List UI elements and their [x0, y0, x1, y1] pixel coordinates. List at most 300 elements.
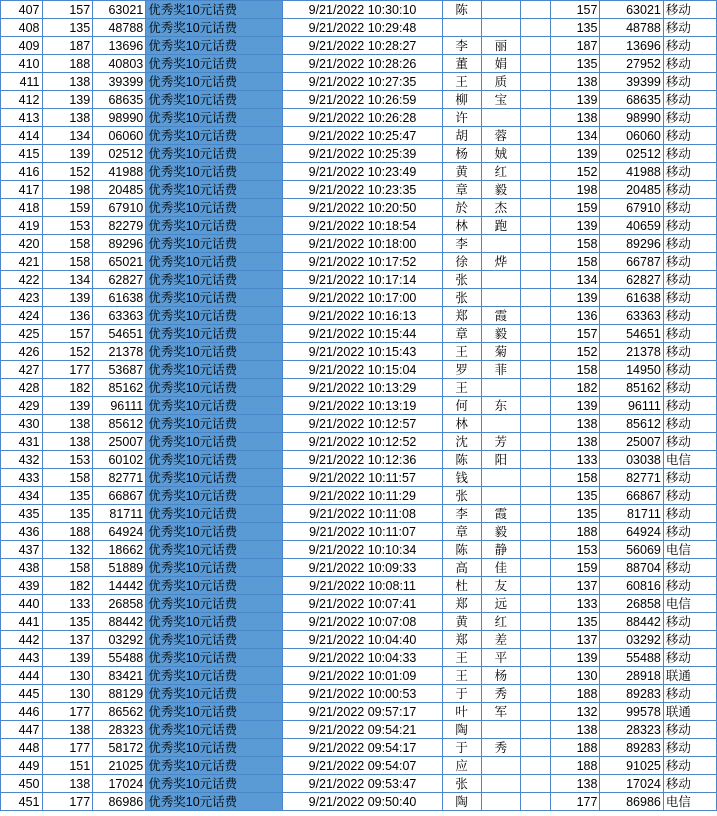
carrier-cell[interactable]: 移动 [663, 343, 716, 361]
givenname-cell[interactable]: 东 [481, 397, 520, 415]
timestamp-cell[interactable]: 9/21/2022 09:50:40 [283, 793, 442, 811]
table-row[interactable] [1, 217, 717, 235]
suffix-cell-2[interactable]: 99578 [600, 703, 663, 721]
prefix-cell[interactable]: 135 [42, 19, 93, 37]
table-row[interactable] [1, 595, 717, 613]
suffix-cell-2[interactable]: 62827 [600, 271, 663, 289]
surname-cell[interactable]: 叶 [442, 703, 481, 721]
prefix-cell[interactable]: 138 [42, 109, 93, 127]
suffix-cell-2[interactable]: 03038 [600, 451, 663, 469]
prefix-cell[interactable]: 158 [42, 253, 93, 271]
carrier-cell[interactable]: 移动 [663, 559, 716, 577]
prefix-cell-2[interactable]: 139 [550, 145, 600, 163]
row-header-cell[interactable]: 407 [1, 1, 43, 19]
timestamp-cell[interactable]: 9/21/2022 10:11:07 [283, 523, 442, 541]
prize-cell[interactable]: 优秀奖10元话费 [146, 595, 283, 613]
table-row[interactable] [1, 361, 717, 379]
table-row[interactable] [1, 37, 717, 55]
givenname-cell[interactable]: 跑 [481, 217, 520, 235]
timestamp-cell[interactable]: 9/21/2022 10:18:00 [283, 235, 442, 253]
suffix-cell[interactable]: 64924 [93, 523, 146, 541]
prize-cell[interactable]: 优秀奖10元话费 [146, 55, 283, 73]
prize-cell[interactable]: 优秀奖10元话费 [146, 631, 283, 649]
prefix-cell[interactable]: 187 [42, 37, 93, 55]
carrier-cell[interactable]: 电信 [663, 451, 716, 469]
timestamp-cell[interactable]: 9/21/2022 10:13:19 [283, 397, 442, 415]
prefix-cell[interactable]: 177 [42, 703, 93, 721]
givenname-cell[interactable]: 毅 [481, 181, 520, 199]
prefix-cell[interactable]: 177 [42, 793, 93, 811]
carrier-cell[interactable]: 移动 [663, 505, 716, 523]
surname-cell[interactable]: 王 [442, 73, 481, 91]
table-row[interactable] [1, 127, 717, 145]
prize-cell[interactable]: 优秀奖10元话费 [146, 361, 283, 379]
row-header-cell[interactable]: 433 [1, 469, 43, 487]
givenname-cell[interactable]: 军 [481, 703, 520, 721]
table-row[interactable] [1, 541, 717, 559]
suffix-cell-2[interactable]: 56069 [600, 541, 663, 559]
carrier-cell[interactable]: 移动 [663, 469, 716, 487]
givenname-cell[interactable]: 霞 [481, 505, 520, 523]
prefix-cell-2[interactable]: 138 [550, 109, 600, 127]
prefix-cell[interactable]: 157 [42, 325, 93, 343]
carrier-cell[interactable]: 移动 [663, 91, 716, 109]
surname-cell[interactable]: 王 [442, 343, 481, 361]
givenname-cell[interactable]: 杰 [481, 199, 520, 217]
suffix-cell[interactable]: 82771 [93, 469, 146, 487]
surname-cell[interactable]: 陶 [442, 721, 481, 739]
row-header-cell[interactable]: 442 [1, 631, 43, 649]
prefix-cell[interactable]: 137 [42, 631, 93, 649]
givenname-cell[interactable] [481, 379, 520, 397]
surname-cell[interactable]: 陈 [442, 1, 481, 19]
prefix-cell[interactable]: 135 [42, 613, 93, 631]
prize-cell[interactable]: 优秀奖10元话费 [146, 19, 283, 37]
prefix-cell[interactable]: 132 [42, 541, 93, 559]
prefix-cell[interactable]: 130 [42, 685, 93, 703]
givenname-cell[interactable]: 平 [481, 649, 520, 667]
prefix-cell[interactable]: 134 [42, 271, 93, 289]
suffix-cell[interactable]: 60102 [93, 451, 146, 469]
row-header-cell[interactable]: 443 [1, 649, 43, 667]
suffix-cell-2[interactable]: 64924 [600, 523, 663, 541]
suffix-cell[interactable]: 82279 [93, 217, 146, 235]
prize-cell[interactable]: 优秀奖10元话费 [146, 739, 283, 757]
carrier-cell[interactable]: 移动 [663, 631, 716, 649]
suffix-cell[interactable]: 85162 [93, 379, 146, 397]
givenname-cell[interactable] [481, 1, 520, 19]
suffix-cell-2[interactable]: 82771 [600, 469, 663, 487]
suffix-cell[interactable]: 54651 [93, 325, 146, 343]
surname-cell[interactable]: 应 [442, 757, 481, 775]
prefix-cell-2[interactable]: 138 [550, 415, 600, 433]
suffix-cell-2[interactable]: 63363 [600, 307, 663, 325]
carrier-cell[interactable]: 移动 [663, 163, 716, 181]
suffix-cell[interactable]: 86562 [93, 703, 146, 721]
prefix-cell-2[interactable]: 138 [550, 721, 600, 739]
suffix-cell[interactable]: 55488 [93, 649, 146, 667]
row-header-cell[interactable]: 437 [1, 541, 43, 559]
givenname-cell[interactable] [481, 487, 520, 505]
table-row[interactable] [1, 721, 717, 739]
timestamp-cell[interactable]: 9/21/2022 10:23:35 [283, 181, 442, 199]
surname-cell[interactable]: 黄 [442, 163, 481, 181]
prize-cell[interactable]: 优秀奖10元话费 [146, 217, 283, 235]
carrier-cell[interactable]: 移动 [663, 127, 716, 145]
suffix-cell[interactable]: 03292 [93, 631, 146, 649]
carrier-cell[interactable]: 移动 [663, 37, 716, 55]
prefix-cell-2[interactable]: 187 [550, 37, 600, 55]
surname-cell[interactable]: 陶 [442, 793, 481, 811]
prefix-cell[interactable]: 188 [42, 523, 93, 541]
suffix-cell-2[interactable]: 17024 [600, 775, 663, 793]
carrier-cell[interactable]: 移动 [663, 397, 716, 415]
row-header-cell[interactable]: 411 [1, 73, 43, 91]
suffix-cell[interactable]: 39399 [93, 73, 146, 91]
timestamp-cell[interactable]: 9/21/2022 10:30:10 [283, 1, 442, 19]
prefix-cell-2[interactable]: 188 [550, 739, 600, 757]
table-row[interactable] [1, 685, 717, 703]
suffix-cell-2[interactable]: 85612 [600, 415, 663, 433]
suffix-cell[interactable]: 83421 [93, 667, 146, 685]
carrier-cell[interactable]: 移动 [663, 19, 716, 37]
prefix-cell-2[interactable]: 138 [550, 775, 600, 793]
surname-cell[interactable]: 李 [442, 235, 481, 253]
carrier-cell[interactable]: 移动 [663, 361, 716, 379]
carrier-cell[interactable]: 移动 [663, 73, 716, 91]
givenname-cell[interactable]: 杨 [481, 667, 520, 685]
timestamp-cell[interactable]: 9/21/2022 10:20:50 [283, 199, 442, 217]
givenname-cell[interactable]: 红 [481, 163, 520, 181]
table-row[interactable] [1, 487, 717, 505]
prefix-cell[interactable]: 152 [42, 163, 93, 181]
carrier-cell[interactable]: 移动 [663, 1, 716, 19]
givenname-cell[interactable] [481, 793, 520, 811]
table-row[interactable] [1, 775, 717, 793]
row-header-cell[interactable]: 417 [1, 181, 43, 199]
prize-cell[interactable]: 优秀奖10元话费 [146, 613, 283, 631]
prefix-cell[interactable]: 130 [42, 667, 93, 685]
table-row[interactable] [1, 343, 717, 361]
carrier-cell[interactable]: 移动 [663, 235, 716, 253]
suffix-cell-2[interactable]: 68635 [600, 91, 663, 109]
surname-cell[interactable]: 李 [442, 505, 481, 523]
prefix-cell-2[interactable]: 159 [550, 199, 600, 217]
surname-cell[interactable]: 郑 [442, 307, 481, 325]
prize-cell[interactable]: 优秀奖10元话费 [146, 127, 283, 145]
prize-cell[interactable]: 优秀奖10元话费 [146, 775, 283, 793]
timestamp-cell[interactable]: 9/21/2022 09:54:07 [283, 757, 442, 775]
prize-cell[interactable]: 优秀奖10元话费 [146, 91, 283, 109]
suffix-cell-2[interactable]: 86986 [600, 793, 663, 811]
prefix-cell-2[interactable]: 135 [550, 55, 600, 73]
surname-cell[interactable]: 何 [442, 397, 481, 415]
suffix-cell[interactable]: 86986 [93, 793, 146, 811]
table-row[interactable] [1, 739, 717, 757]
prize-cell[interactable]: 优秀奖10元话费 [146, 181, 283, 199]
surname-cell[interactable]: 李 [442, 37, 481, 55]
prefix-cell[interactable]: 182 [42, 379, 93, 397]
prefix-cell[interactable]: 182 [42, 577, 93, 595]
row-header-cell[interactable]: 435 [1, 505, 43, 523]
suffix-cell-2[interactable]: 81711 [600, 505, 663, 523]
prefix-cell-2[interactable]: 158 [550, 469, 600, 487]
surname-cell[interactable]: 林 [442, 415, 481, 433]
surname-cell[interactable]: 徐 [442, 253, 481, 271]
prefix-cell-2[interactable]: 132 [550, 703, 600, 721]
timestamp-cell[interactable]: 9/21/2022 10:15:44 [283, 325, 442, 343]
table-row[interactable] [1, 505, 717, 523]
suffix-cell[interactable]: 41988 [93, 163, 146, 181]
table-row[interactable] [1, 181, 717, 199]
suffix-cell[interactable]: 28323 [93, 721, 146, 739]
table-row[interactable] [1, 379, 717, 397]
table-row[interactable] [1, 757, 717, 775]
givenname-cell[interactable]: 蓉 [481, 127, 520, 145]
suffix-cell[interactable]: 65021 [93, 253, 146, 271]
table-row[interactable] [1, 163, 717, 181]
suffix-cell-2[interactable]: 55488 [600, 649, 663, 667]
prefix-cell-2[interactable]: 139 [550, 217, 600, 235]
prefix-cell[interactable]: 151 [42, 757, 93, 775]
suffix-cell[interactable]: 48788 [93, 19, 146, 37]
givenname-cell[interactable]: 芳 [481, 433, 520, 451]
carrier-cell[interactable]: 移动 [663, 55, 716, 73]
prefix-cell-2[interactable]: 138 [550, 73, 600, 91]
surname-cell[interactable]: 罗 [442, 361, 481, 379]
suffix-cell[interactable]: 26858 [93, 595, 146, 613]
timestamp-cell[interactable]: 9/21/2022 10:07:08 [283, 613, 442, 631]
prefix-cell[interactable]: 158 [42, 559, 93, 577]
suffix-cell[interactable]: 89296 [93, 235, 146, 253]
row-header-cell[interactable]: 430 [1, 415, 43, 433]
suffix-cell[interactable]: 98990 [93, 109, 146, 127]
carrier-cell[interactable]: 移动 [663, 613, 716, 631]
row-header-cell[interactable]: 409 [1, 37, 43, 55]
givenname-cell[interactable]: 友 [481, 577, 520, 595]
surname-cell[interactable]: 王 [442, 667, 481, 685]
givenname-cell[interactable]: 差 [481, 631, 520, 649]
prize-cell[interactable]: 优秀奖10元话费 [146, 199, 283, 217]
prize-cell[interactable]: 优秀奖10元话费 [146, 451, 283, 469]
suffix-cell-2[interactable]: 14950 [600, 361, 663, 379]
carrier-cell[interactable]: 移动 [663, 307, 716, 325]
prefix-cell-2[interactable]: 130 [550, 667, 600, 685]
table-row[interactable] [1, 73, 717, 91]
row-header-cell[interactable]: 451 [1, 793, 43, 811]
timestamp-cell[interactable]: 9/21/2022 10:13:29 [283, 379, 442, 397]
timestamp-cell[interactable]: 9/21/2022 10:04:33 [283, 649, 442, 667]
timestamp-cell[interactable]: 9/21/2022 10:01:09 [283, 667, 442, 685]
givenname-cell[interactable] [481, 415, 520, 433]
prefix-cell[interactable]: 138 [42, 775, 93, 793]
prefix-cell-2[interactable]: 139 [550, 289, 600, 307]
suffix-cell[interactable]: 81711 [93, 505, 146, 523]
prefix-cell[interactable]: 139 [42, 145, 93, 163]
prize-cell[interactable]: 优秀奖10元话费 [146, 559, 283, 577]
row-header-cell[interactable]: 414 [1, 127, 43, 145]
timestamp-cell[interactable]: 9/21/2022 10:11:29 [283, 487, 442, 505]
table-row[interactable] [1, 55, 717, 73]
surname-cell[interactable]: 陈 [442, 451, 481, 469]
table-row[interactable] [1, 307, 717, 325]
surname-cell[interactable] [442, 19, 481, 37]
prize-cell[interactable]: 优秀奖10元话费 [146, 523, 283, 541]
carrier-cell[interactable]: 移动 [663, 253, 716, 271]
table-row[interactable] [1, 469, 717, 487]
surname-cell[interactable]: 张 [442, 271, 481, 289]
timestamp-cell[interactable]: 9/21/2022 10:17:14 [283, 271, 442, 289]
prefix-cell[interactable]: 188 [42, 55, 93, 73]
surname-cell[interactable]: 于 [442, 739, 481, 757]
timestamp-cell[interactable]: 9/21/2022 10:09:33 [283, 559, 442, 577]
prefix-cell[interactable]: 139 [42, 91, 93, 109]
prefix-cell[interactable]: 159 [42, 199, 93, 217]
timestamp-cell[interactable]: 9/21/2022 10:11:08 [283, 505, 442, 523]
suffix-cell-2[interactable]: 66787 [600, 253, 663, 271]
suffix-cell-2[interactable]: 13696 [600, 37, 663, 55]
timestamp-cell[interactable]: 9/21/2022 10:26:28 [283, 109, 442, 127]
suffix-cell[interactable]: 68635 [93, 91, 146, 109]
givenname-cell[interactable]: 毅 [481, 325, 520, 343]
surname-cell[interactable]: 章 [442, 181, 481, 199]
carrier-cell[interactable]: 移动 [663, 649, 716, 667]
suffix-cell[interactable]: 17024 [93, 775, 146, 793]
carrier-cell[interactable]: 移动 [663, 739, 716, 757]
prize-cell[interactable]: 优秀奖10元话费 [146, 289, 283, 307]
table-row[interactable] [1, 577, 717, 595]
givenname-cell[interactable]: 烨 [481, 253, 520, 271]
suffix-cell[interactable]: 20485 [93, 181, 146, 199]
surname-cell[interactable]: 钱 [442, 469, 481, 487]
prefix-cell[interactable]: 139 [42, 289, 93, 307]
row-header-cell[interactable]: 449 [1, 757, 43, 775]
table-row[interactable] [1, 289, 717, 307]
table-row[interactable] [1, 19, 717, 37]
suffix-cell-2[interactable]: 27952 [600, 55, 663, 73]
prefix-cell-2[interactable]: 188 [550, 685, 600, 703]
prize-cell[interactable]: 优秀奖10元话费 [146, 271, 283, 289]
carrier-cell[interactable]: 移动 [663, 757, 716, 775]
table-row[interactable] [1, 271, 717, 289]
suffix-cell-2[interactable]: 06060 [600, 127, 663, 145]
suffix-cell[interactable]: 14442 [93, 577, 146, 595]
timestamp-cell[interactable]: 9/21/2022 10:25:47 [283, 127, 442, 145]
prefix-cell-2[interactable]: 139 [550, 91, 600, 109]
prefix-cell[interactable]: 138 [42, 721, 93, 739]
surname-cell[interactable]: 章 [442, 523, 481, 541]
prefix-cell-2[interactable]: 135 [550, 487, 600, 505]
givenname-cell[interactable] [481, 109, 520, 127]
table-row[interactable] [1, 109, 717, 127]
prize-cell[interactable]: 优秀奖10元话费 [146, 415, 283, 433]
suffix-cell-2[interactable]: 28918 [600, 667, 663, 685]
prefix-cell[interactable]: 134 [42, 127, 93, 145]
carrier-cell[interactable]: 移动 [663, 415, 716, 433]
timestamp-cell[interactable]: 9/21/2022 09:57:17 [283, 703, 442, 721]
timestamp-cell[interactable]: 9/21/2022 10:17:00 [283, 289, 442, 307]
prize-cell[interactable]: 优秀奖10元话费 [146, 703, 283, 721]
prefix-cell[interactable]: 138 [42, 415, 93, 433]
row-header-cell[interactable]: 436 [1, 523, 43, 541]
row-header-cell[interactable]: 408 [1, 19, 43, 37]
prefix-cell-2[interactable]: 138 [550, 433, 600, 451]
prize-cell[interactable]: 优秀奖10元话费 [146, 163, 283, 181]
table-row[interactable] [1, 1, 717, 19]
givenname-cell[interactable]: 菲 [481, 361, 520, 379]
timestamp-cell[interactable]: 9/21/2022 10:28:26 [283, 55, 442, 73]
prefix-cell-2[interactable]: 133 [550, 451, 600, 469]
suffix-cell-2[interactable]: 03292 [600, 631, 663, 649]
prefix-cell-2[interactable]: 134 [550, 271, 600, 289]
prize-cell[interactable]: 优秀奖10元话费 [146, 253, 283, 271]
suffix-cell[interactable]: 40803 [93, 55, 146, 73]
table-row[interactable] [1, 235, 717, 253]
timestamp-cell[interactable]: 9/21/2022 10:16:13 [283, 307, 442, 325]
prize-cell[interactable]: 优秀奖10元话费 [146, 307, 283, 325]
prefix-cell[interactable]: 138 [42, 73, 93, 91]
row-header-cell[interactable]: 420 [1, 235, 43, 253]
suffix-cell-2[interactable]: 02512 [600, 145, 663, 163]
prefix-cell-2[interactable]: 157 [550, 325, 600, 343]
table-row[interactable] [1, 199, 717, 217]
suffix-cell[interactable]: 51889 [93, 559, 146, 577]
prize-cell[interactable]: 优秀奖10元话费 [146, 73, 283, 91]
row-header-cell[interactable]: 426 [1, 343, 43, 361]
carrier-cell[interactable]: 移动 [663, 199, 716, 217]
suffix-cell-2[interactable]: 96111 [600, 397, 663, 415]
prefix-cell-2[interactable]: 159 [550, 559, 600, 577]
prize-cell[interactable]: 优秀奖10元话费 [146, 343, 283, 361]
carrier-cell[interactable]: 移动 [663, 487, 716, 505]
suffix-cell[interactable]: 96111 [93, 397, 146, 415]
prize-cell[interactable]: 优秀奖10元话费 [146, 487, 283, 505]
timestamp-cell[interactable]: 9/21/2022 10:10:34 [283, 541, 442, 559]
suffix-cell[interactable]: 88442 [93, 613, 146, 631]
suffix-cell-2[interactable]: 60816 [600, 577, 663, 595]
carrier-cell[interactable]: 移动 [663, 145, 716, 163]
suffix-cell[interactable]: 62827 [93, 271, 146, 289]
suffix-cell[interactable]: 67910 [93, 199, 146, 217]
carrier-cell[interactable]: 移动 [663, 523, 716, 541]
prefix-cell[interactable]: 157 [42, 1, 93, 19]
suffix-cell-2[interactable]: 28323 [600, 721, 663, 739]
timestamp-cell[interactable]: 9/21/2022 10:25:39 [283, 145, 442, 163]
suffix-cell-2[interactable]: 40659 [600, 217, 663, 235]
prize-cell[interactable]: 优秀奖10元话费 [146, 37, 283, 55]
suffix-cell[interactable]: 63363 [93, 307, 146, 325]
timestamp-cell[interactable]: 9/21/2022 10:23:49 [283, 163, 442, 181]
carrier-cell[interactable]: 移动 [663, 325, 716, 343]
table-row[interactable] [1, 667, 717, 685]
row-header-cell[interactable]: 429 [1, 397, 43, 415]
row-header-cell[interactable]: 440 [1, 595, 43, 613]
givenname-cell[interactable]: 宝 [481, 91, 520, 109]
surname-cell[interactable]: 郑 [442, 631, 481, 649]
givenname-cell[interactable]: 霞 [481, 307, 520, 325]
prefix-cell-2[interactable]: 136 [550, 307, 600, 325]
suffix-cell[interactable]: 88129 [93, 685, 146, 703]
timestamp-cell[interactable]: 9/21/2022 10:15:04 [283, 361, 442, 379]
table-row[interactable] [1, 523, 717, 541]
timestamp-cell[interactable]: 9/21/2022 10:28:27 [283, 37, 442, 55]
prize-cell[interactable]: 优秀奖10元话费 [146, 793, 283, 811]
row-header-cell[interactable]: 422 [1, 271, 43, 289]
carrier-cell[interactable]: 联通 [663, 703, 716, 721]
table-row[interactable] [1, 415, 717, 433]
timestamp-cell[interactable]: 9/21/2022 10:18:54 [283, 217, 442, 235]
row-header-cell[interactable]: 425 [1, 325, 43, 343]
